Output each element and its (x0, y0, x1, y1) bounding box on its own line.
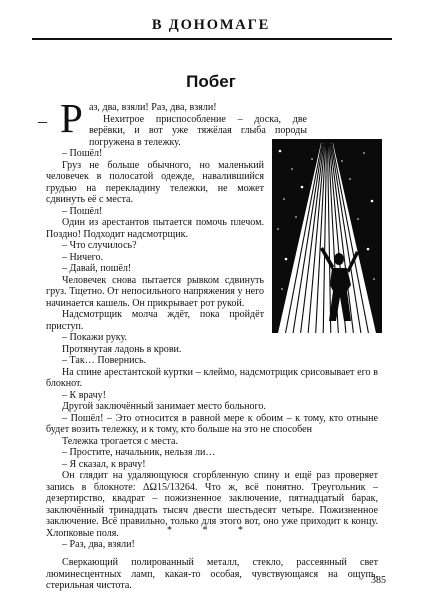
paragraph: – Я сказал, к врачу! (62, 458, 146, 470)
drop-cap-letter: Р (60, 95, 83, 141)
running-head: В ДОНОМАГЕ (151, 17, 271, 33)
paragraph: – Так… Повернись. (62, 355, 147, 366)
section-separator: * * * (167, 525, 257, 536)
chapter-title: Побег (186, 72, 236, 91)
page-number: 385 (371, 575, 386, 586)
paragraph: – Ничего. (62, 251, 104, 263)
paragraph: Он глядит на удаляющуюся сгорбленную спину и ещё раз проверяет запись в блокноте: ΔΩ15/13264. Что ж, всё понятно. Треугольник – дезертирство, квадрат – пожизненное заключение, пятнадцатый барак, заключённый тринадцать тысяч двести шестьдесят четыре. Пожизненное заключение. Всё правильно, только для этого вот, оно уже приходит к концу. Хлопковые поля. (46, 470, 378, 539)
paragraph: На спине арестантской куртки – клеймо, надсмотрщик срисовывает его в блокнот. (46, 366, 378, 389)
paragraph: – Пошёл! (62, 148, 103, 159)
paragraph: Надсмотрщик молча ждёт, пока пройдёт приступ. (46, 309, 264, 332)
paragraph: Нехитрое приспособление – доска, две верёвки, и вот уже тяжёлая глыба породы погружена в тележку. (89, 113, 307, 148)
paragraph: – Покажи руку. (62, 332, 128, 343)
paragraph: – Пошёл! (62, 205, 103, 217)
paragraph: – Раз, два, взяли! (62, 539, 135, 550)
paragraph: Сверкающий полированный металл, стекло, рассеянный свет люминесцентных ламп, какая-то особая, чувствующаяся на ощупь, стерильная чистота. (46, 557, 378, 592)
paragraph: – Пошёл! – Это относится в равной мере к обоим – к тому, кто отныне будет возить тележку, и к тому, кто больше на это не способен (46, 412, 378, 435)
paragraph: – Давай, пошёл! (62, 263, 132, 274)
paragraph: Один из арестантов пытается помочь плечом. Поздно! Подходит надсмотрщик. (46, 217, 264, 240)
paragraph: Тележка трогается с места. (62, 435, 179, 447)
paragraph: Протянутая ладонь в крови. (62, 343, 182, 355)
paragraph: – Что случилось? (62, 240, 137, 251)
header-rule (32, 38, 392, 40)
paragraph: Человечек снова пытается рывком сдвинуть груз. Тщетно. От непосильного напряжения у него начинается кашель. Он прикрывает рот рукой. (46, 274, 264, 309)
drop-cap-dash: – (38, 111, 47, 131)
paragraph: – К врачу! (62, 389, 106, 401)
paragraph: Груз не больше обычного, но маленький человечек в полосатой одежде, навалившийся грудью на перекладину тележки, не может сдвинуть её с места. (46, 159, 264, 205)
story-body (38, 95, 378, 551)
paragraph: аз, два, взяли! Раз, два, взяли! (89, 102, 217, 113)
paragraph: – Простите, начальник, нельзя ли… (62, 447, 216, 458)
paragraph: Другой заключённый занимает место больного. (62, 401, 266, 412)
